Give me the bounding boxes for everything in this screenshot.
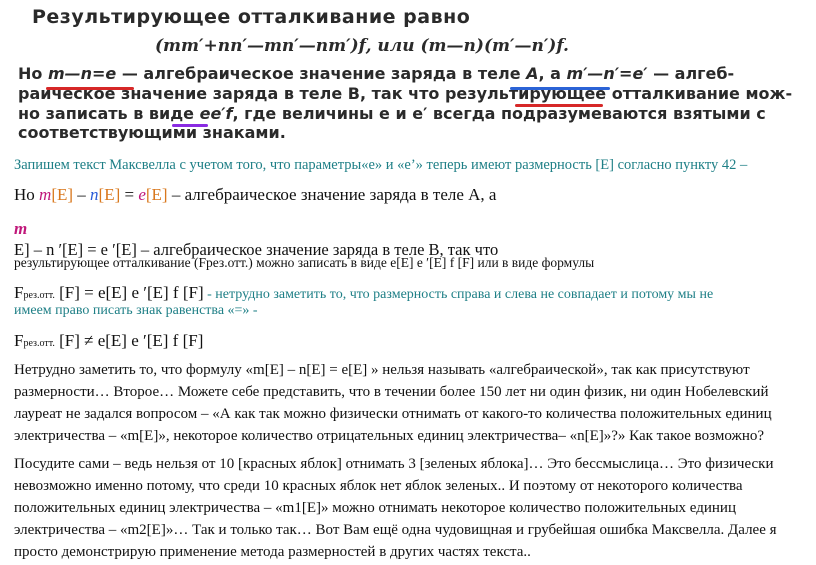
paragraph-2-line-5: просто демонстрирую применение метода размерностей в других частях текста..	[14, 544, 531, 560]
equation-line-overlap: E] – n ′[E] = e ′[E] – алгебраическое значение заряда в теле B, так что	[14, 240, 499, 259]
paragraph-1-line-1: Нетрудно заметить то, что формулу «m[E] – n[E] = e[E] » нельзя называть «алгебраической», так как присутствуют	[14, 362, 750, 378]
force-formula-note-2: имеем право писать знак равенства «=» -	[14, 303, 258, 318]
intro-line: Запишем текст Максвелла с учетом того, что параметры«е» и «е’» теперь имеют размерность [Е] согласно пункту 42 –	[14, 157, 748, 173]
scan-line-2: раическое значение заряда в теле B, так что результирующее отталкивание мож-	[18, 84, 793, 103]
paragraph-2-line-2: невозможно именно потому, что среди 10 красных яблок нет яблок зеленых.. И поэтому от некоторого количества	[14, 478, 743, 494]
paragraph-2-line-4: электричества – «m2[E]»… Так и только так… Вот Вам ещё одна чудовищная и грубейшая ошибка Максвелла. Далее я	[14, 522, 777, 538]
paragraph-1-line-4: электричества – «m[E]», некоторое количество отрицательных единиц электричества– «n[E]»?» Как такое возможно?	[14, 428, 765, 444]
paragraph-1-line-2: размерности… Второе… Можете себе представить, что в течении более 150 лет ни один физик, ни один Нобелевский	[14, 384, 769, 400]
paragraph-2-line-1: Посудите сами – ведь нельзя от 10 [красных яблок] отнимать 3 [зеленых яблока]… Это бессмыслица… Это физически	[14, 456, 774, 472]
underlined-m-n-e: m—n=e	[47, 64, 117, 83]
scan-line-4: соответствующими знаками.	[18, 123, 286, 142]
formula-description-line: результирующее отталкивание (Fрез.отт.) можно записать в виде e[E] e ′[E] f [F] или в виде формулы	[14, 255, 595, 270]
paragraph-2-line-3: положительных единиц электричества – «m1[E]» можно отнимать некоторое количество положительных единиц	[14, 500, 736, 516]
equation-line-1: Но m[E] – n[E] = e[E] – алгебраическое значение заряда в теле A, а	[14, 185, 497, 204]
paragraph-1-line-3: лауреат не задался вопросом – «А как так можно физически отнимать от какого-то количества положительных единиц	[14, 406, 772, 422]
underlined-m-n-e-prime: m′—n′=e′	[566, 64, 648, 83]
scan-formula: (mm′+nn′—mn′—nm′)f, или (m—n)(m′—n′)f.	[155, 36, 569, 56]
force-formula-2: Fрез.отт. [F] ≠ e[E] e ′[E] f [F]	[14, 331, 204, 350]
scan-title: Результирующее отталкивание равно	[32, 6, 471, 28]
scan-line-1: Но m—n=e — алгебраическое значение заряда в теле A, а m′—n′=e′ — алгеб-	[18, 64, 735, 83]
scan-line-3: но записать в виде ee′f, где величины e и e′ всегда подразумеваются взятыми с	[18, 104, 766, 123]
equation-m: m	[14, 219, 28, 238]
force-formula-1: Fрез.отт. [F] = e[E] e ′[E] f [F] - нетрудно заметить то, что размерность справа и слева не совпадает и потому мы не	[14, 283, 714, 302]
